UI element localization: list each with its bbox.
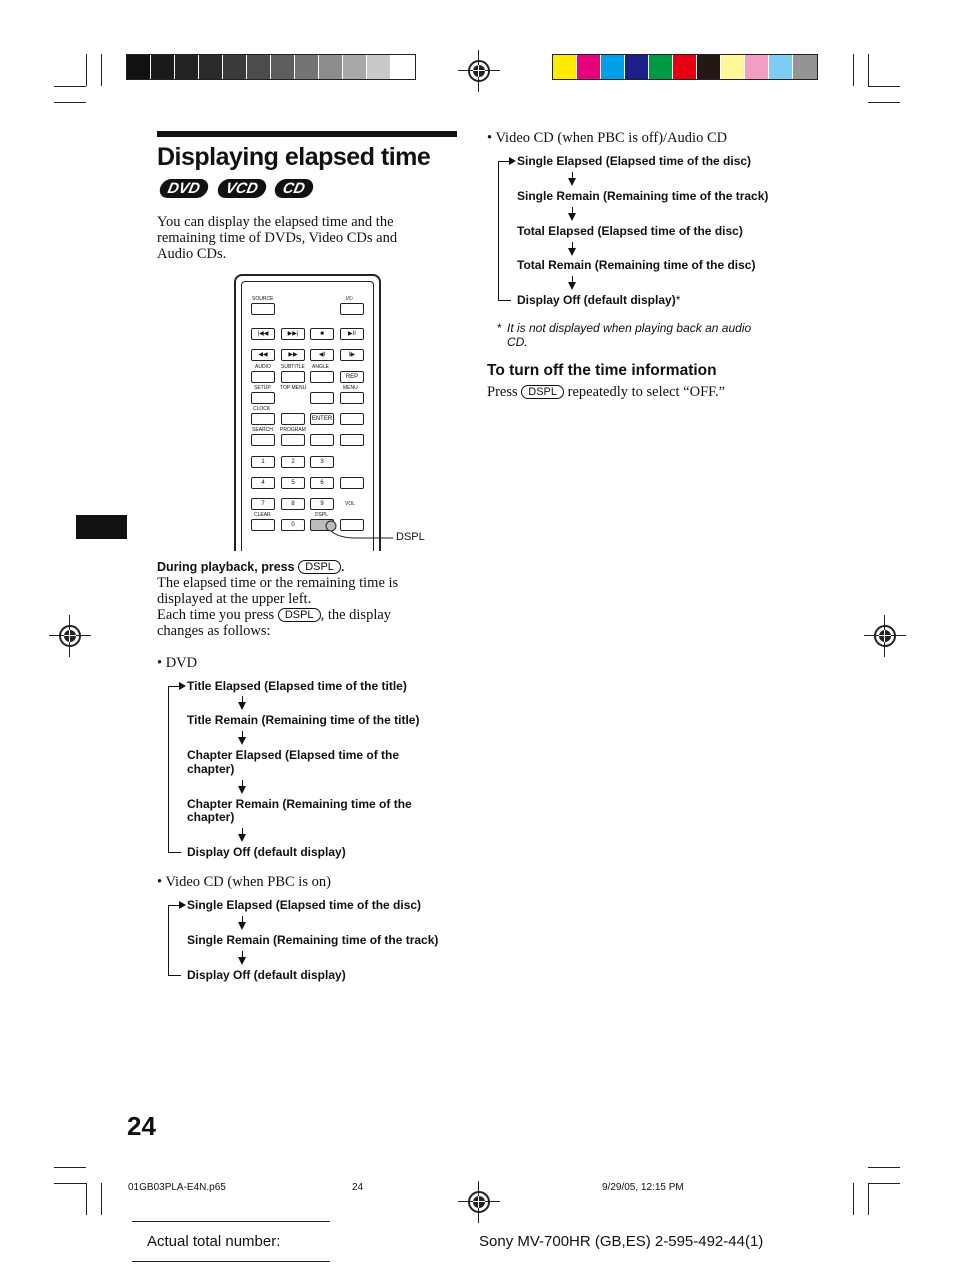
color-swatch xyxy=(721,55,745,79)
return-button xyxy=(340,434,364,446)
footer-page: 24 xyxy=(352,1182,364,1193)
transport-button: ▶II xyxy=(340,328,364,340)
footer-rule-bottom xyxy=(132,1261,330,1262)
list-item: Chapter Remain (Remaining time of the xyxy=(187,797,412,811)
list-item: Single Remain (Remaining time of the track) xyxy=(187,933,439,947)
color-swatch xyxy=(769,55,793,79)
clock-button xyxy=(251,413,275,425)
gray-swatch xyxy=(247,55,271,79)
vcd-icon: VCD xyxy=(216,179,268,198)
down-button xyxy=(310,434,334,446)
right-button xyxy=(340,413,364,425)
transport-button: ◀I xyxy=(310,349,334,361)
setup-button xyxy=(251,392,275,404)
gray-swatch xyxy=(127,55,151,79)
page-number: 24 xyxy=(127,1111,156,1141)
program-label: PROGRAM xyxy=(280,427,306,433)
audio-label: AUDIO xyxy=(255,364,271,370)
footer-rule-top xyxy=(132,1221,330,1222)
enter-button: ENTER xyxy=(310,413,334,425)
power-button xyxy=(340,303,364,315)
digit-button: 1 xyxy=(251,456,275,468)
vol-label: VOL xyxy=(345,501,356,507)
list-item: Display Off (default display) xyxy=(187,845,346,859)
registration-mark-icon xyxy=(59,625,81,647)
list-item: chapter) xyxy=(187,762,235,776)
left-button xyxy=(281,413,305,425)
subtitle-label: SUBTITLE xyxy=(281,364,305,370)
gray-swatch xyxy=(367,55,391,79)
registration-mark-icon xyxy=(468,60,490,82)
up-button xyxy=(310,392,334,404)
digit-button: 3 xyxy=(310,456,334,468)
dspl-key: DSPL xyxy=(298,560,341,574)
transport-button: |◀◀ xyxy=(251,328,275,340)
program-button xyxy=(281,434,305,446)
clock-label: CLOCK xyxy=(253,406,271,412)
menu-button xyxy=(340,392,364,404)
transport-button: ◀◀ xyxy=(251,349,275,361)
color-swatch xyxy=(577,55,601,79)
setup-label: SETUP xyxy=(254,385,271,391)
vcd-on-heading: • Video CD (when PBC is on) xyxy=(157,874,331,890)
intro-text: You can display the elapsed time and the remaining time of DVDs, Video CDs and Audio CDs. xyxy=(157,214,398,262)
source-label: SOURCE xyxy=(252,296,274,302)
color-swatch xyxy=(625,55,649,79)
list-item: Total Elapsed (Elapsed time of the disc) xyxy=(517,224,743,238)
gray-swatch xyxy=(343,55,367,79)
footnote: * It is not displayed when playing back an audio CD. xyxy=(497,321,752,349)
top-menu-label: TOP MENU xyxy=(280,385,307,391)
during-playback: During playback, press DSPL . The elapsed time or the remaining time is displayed at the upper left. Each time you press DSPL , the display changes as follows: xyxy=(157,560,399,639)
angle-label: ANGLE xyxy=(312,364,329,370)
vcd-off-heading: • Video CD (when PBC is off)/Audio CD xyxy=(487,130,728,146)
color-swatch xyxy=(745,55,769,79)
turn-off-heading: To turn off the time information xyxy=(487,362,717,379)
gray-swatch xyxy=(391,55,415,79)
digit-button: 0 xyxy=(281,519,305,531)
digit-button: 7 xyxy=(251,498,275,510)
subtitle-button xyxy=(281,371,305,383)
gray-swatch xyxy=(295,55,319,79)
color-swatch xyxy=(649,55,673,79)
rep-button: REP xyxy=(340,371,364,383)
list-item: Display Off (default display)* xyxy=(517,293,681,307)
dvd-icon: DVD xyxy=(158,179,210,198)
vol-up-button xyxy=(340,477,364,489)
digit-button: 2 xyxy=(281,456,305,468)
page-title: Displaying elapsed time xyxy=(157,143,431,171)
color-swatch xyxy=(553,55,577,79)
registration-mark-icon xyxy=(874,625,896,647)
dspl-callout xyxy=(325,520,405,544)
list-item: Single Elapsed (Elapsed time of the disc) xyxy=(517,154,752,168)
gray-swatch xyxy=(319,55,343,79)
footer-date: 9/29/05, 12:15 PM xyxy=(602,1182,684,1193)
clear-button xyxy=(251,519,275,531)
digit-button: 6 xyxy=(310,477,334,489)
list-item: Single Remain (Remaining time of the track) xyxy=(517,189,769,203)
color-swatch xyxy=(697,55,721,79)
digit-button: 8 xyxy=(281,498,305,510)
list-item: Display Off (default display) xyxy=(187,968,346,982)
heading-rule xyxy=(157,131,457,137)
turn-off-text: Press DSPL repeatedly to select “OFF.” xyxy=(487,384,726,400)
color-swatch xyxy=(793,55,817,79)
cd-icon: CD xyxy=(273,179,315,198)
gray-swatch xyxy=(199,55,223,79)
list-item: Title Elapsed (Elapsed time of the title) xyxy=(187,679,407,693)
transport-button: ▶▶ xyxy=(281,349,305,361)
registration-mark-icon xyxy=(468,1191,490,1213)
list-item: chapter) xyxy=(187,810,235,824)
gray-swatch xyxy=(151,55,175,79)
footer-file: 01GB03PLA-E4N.p65 xyxy=(128,1182,226,1193)
search-label: SEARCH xyxy=(252,427,273,433)
dspl-label: DSPL xyxy=(315,512,329,518)
grayscale-bar xyxy=(126,54,416,80)
footer-model: Sony MV-700HR (GB,ES) 2-595-492-44(1) xyxy=(479,1233,764,1250)
search-button xyxy=(251,434,275,446)
color-swatch xyxy=(673,55,697,79)
color-swatch xyxy=(601,55,625,79)
menu-label: MENU xyxy=(343,385,358,391)
audio-button xyxy=(251,371,275,383)
digit-button: 5 xyxy=(281,477,305,489)
clear-label: CLEAR xyxy=(254,512,271,518)
list-item: Single Elapsed (Elapsed time of the disc) xyxy=(187,898,422,912)
list-item: Chapter Elapsed (Elapsed time of the xyxy=(187,748,400,762)
digit-button: 4 xyxy=(251,477,275,489)
section-tab xyxy=(76,515,127,539)
disc-icons xyxy=(160,179,319,198)
digit-button: 9 xyxy=(310,498,334,510)
source-button xyxy=(251,303,275,315)
power-label: I/⏻ xyxy=(346,296,353,302)
dspl-callout-label: DSPL xyxy=(396,531,425,543)
transport-button: I▶ xyxy=(340,349,364,361)
footer-total: Actual total number: xyxy=(147,1233,281,1250)
gray-swatch xyxy=(175,55,199,79)
color-bar xyxy=(552,54,818,80)
dvd-heading: • DVD xyxy=(157,655,198,671)
transport-button: ■ xyxy=(310,328,334,340)
gray-swatch xyxy=(271,55,295,79)
dspl-key: DSPL xyxy=(278,608,321,622)
list-item: Total Remain (Remaining time of the disc) xyxy=(517,258,756,272)
list-item: Title Remain (Remaining time of the title) xyxy=(187,713,420,727)
gray-swatch xyxy=(223,55,247,79)
transport-button: ▶▶| xyxy=(281,328,305,340)
angle-button xyxy=(310,371,334,383)
dspl-key: DSPL xyxy=(521,385,564,399)
